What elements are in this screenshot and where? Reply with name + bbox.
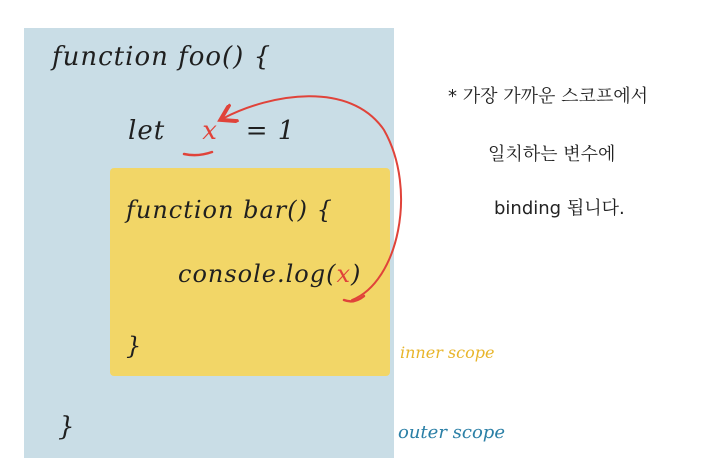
- outer-scope-label: outer scope: [398, 422, 505, 443]
- inner-scope-label: inner scope: [400, 343, 495, 362]
- declared-variable-x: x: [202, 116, 218, 146]
- let-keyword: let: [128, 116, 166, 146]
- console-log-close-paren: ): [351, 260, 362, 288]
- let-assignment: = 1: [245, 116, 296, 146]
- code-line-console-log: [178, 260, 361, 288]
- note-line-3: binding 됩니다.: [494, 198, 625, 219]
- code-line-let: [128, 116, 295, 146]
- console-log-call: console.log(: [178, 260, 337, 288]
- note-line-2: 일치하는 변수에: [488, 144, 616, 165]
- code-line-inner-close: }: [126, 332, 143, 360]
- code-line-foo: function foo() {: [52, 42, 272, 72]
- referenced-variable-x: x: [336, 260, 352, 288]
- code-line-bar: function bar() {: [126, 196, 333, 224]
- note-line-1: * 가장 가까운 스코프에서: [448, 86, 649, 107]
- code-line-outer-close: }: [58, 412, 76, 442]
